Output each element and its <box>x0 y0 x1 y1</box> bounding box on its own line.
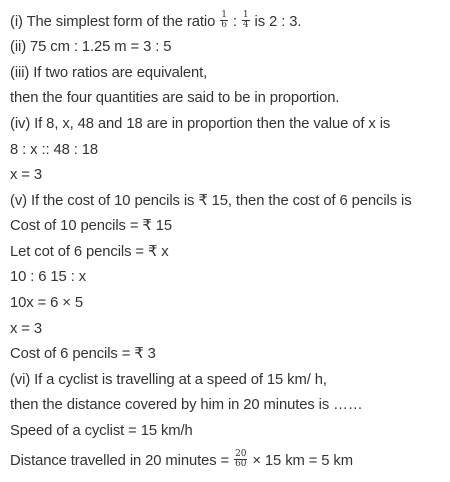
line-5: (iv) If 8, x, 48 and 18 are in proportion then the value of x is <box>10 116 391 132</box>
fraction-numerator: 1 <box>221 9 227 20</box>
line-1-text: (i) The simplest form of the ratio <box>10 14 220 30</box>
ratio-colon: : <box>228 14 241 30</box>
fraction-twenty-sixtieths <box>234 450 247 469</box>
line-10: Let cot of 6 pencils = ₹ x <box>10 244 169 260</box>
fraction-denominator: 6 <box>221 19 227 30</box>
line-17: Speed of a cyclist = 15 km/h <box>10 423 193 439</box>
fraction-denominator: 4 <box>242 19 249 30</box>
line-4: then the four quantities are said to be in proportion. <box>10 90 340 106</box>
line-7: x = 3 <box>10 167 42 183</box>
line-18 <box>10 448 353 471</box>
fraction-numerator: 20 <box>235 448 247 459</box>
line-15: (vi) If a cyclist is travelling at a speed of 15 km/ h, <box>10 372 327 388</box>
line-9: Cost of 10 pencils = ₹ 15 <box>10 218 172 234</box>
line-14: Cost of 6 pencils = ₹ 3 <box>10 346 156 362</box>
fraction-one-sixth <box>220 11 228 30</box>
fraction-denominator: 60 <box>235 458 247 469</box>
line-8: (v) If the cost of 10 pencils is ₹ 15, then the cost of 6 pencils is <box>10 193 412 209</box>
line-13: x = 3 <box>10 321 42 337</box>
line-3: (iii) If two ratios are equivalent, <box>10 65 208 81</box>
line-2: (ii) 75 cm : 1.25 m = 3 : 5 <box>10 39 172 55</box>
line-16: then the distance covered by him in 20 minutes is …… <box>10 397 363 413</box>
line-6: 8 : x :: 48 : 18 <box>10 142 99 158</box>
line-1-result: is 2 : 3. <box>250 14 302 30</box>
line-18-text: Distance travelled in 20 minutes = <box>10 453 234 469</box>
fraction-numerator: 1 <box>242 9 249 20</box>
line-11: 10 : 6 15 : x <box>10 269 87 285</box>
line-12: 10x = 6 × 5 <box>10 295 83 311</box>
line-1 <box>10 9 302 32</box>
fraction-one-fourth <box>242 11 250 30</box>
line-18-result: × 15 km = 5 km <box>248 453 353 469</box>
